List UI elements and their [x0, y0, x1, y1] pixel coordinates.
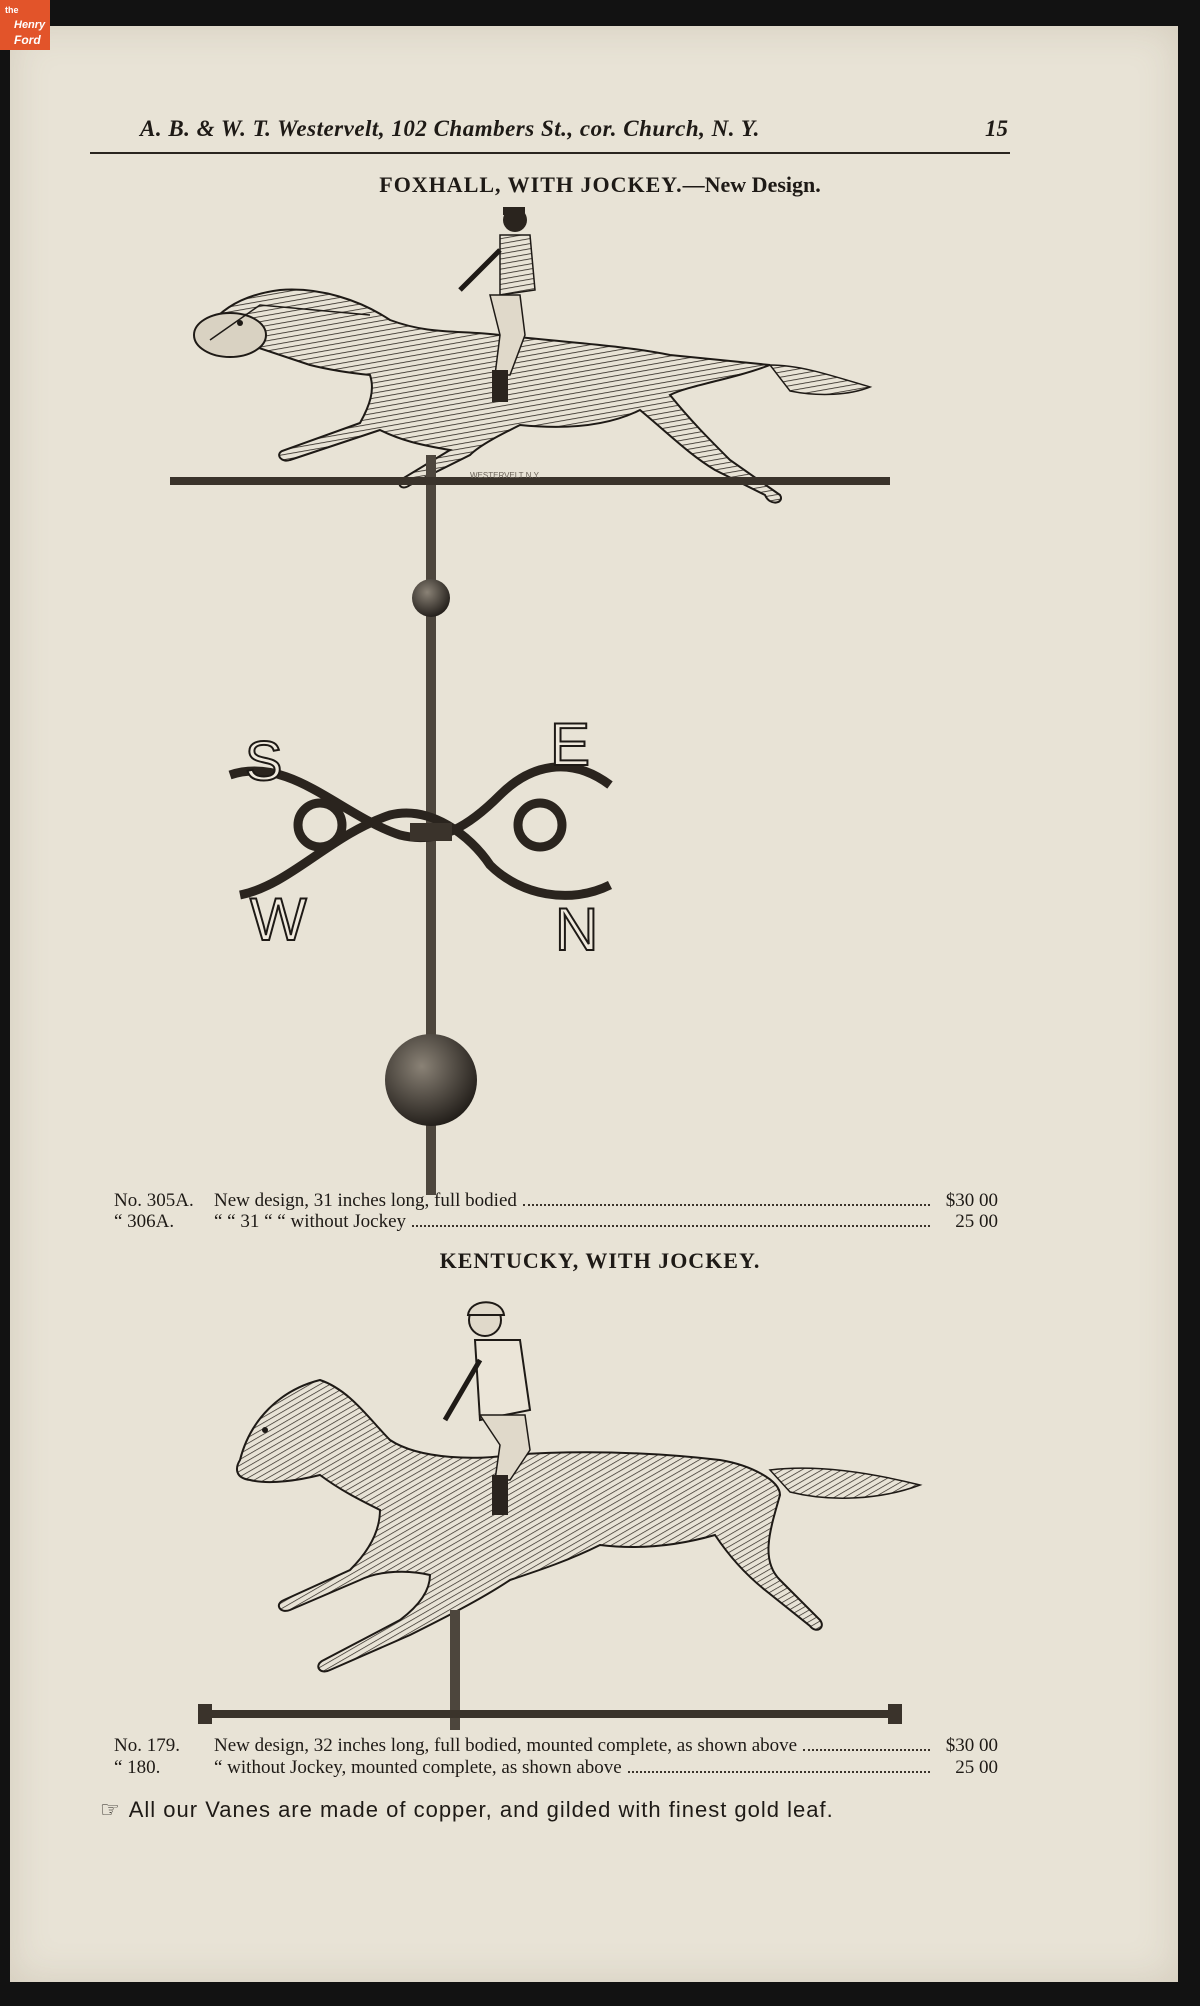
- page-number: 15: [985, 116, 1008, 141]
- leader-dots: [412, 1225, 930, 1227]
- kentucky-base-bar: [210, 1710, 890, 1718]
- item-description: New design, 32 inches long, full bodied, mounted complete, as shown above: [214, 1735, 798, 1756]
- item-price: $30 00: [945, 1735, 998, 1756]
- foxhall-subtitle: —New Design.: [682, 172, 821, 197]
- kentucky-heading: KENTUCKY, WITH JOCKEY.: [439, 1248, 761, 1273]
- pointing-hand-icon: ☞: [100, 1797, 121, 1822]
- header-rule: [90, 152, 1010, 154]
- running-head: A. B. & W. T. Westervelt, 102 Chambers St., cor. Church, N. Y.: [140, 116, 760, 141]
- price-row-179: [114, 1735, 998, 1757]
- foxhall-large-ball: [385, 1034, 477, 1126]
- item-price: 25 00: [955, 1757, 998, 1778]
- item-price: $30 00: [945, 1190, 998, 1211]
- item-description: “ “ 31 “ “ without Jockey: [214, 1211, 407, 1232]
- price-row-305a: [114, 1190, 998, 1212]
- henry-ford-logo: [0, 0, 50, 50]
- kentucky-horse-figure: [237, 1380, 920, 1671]
- foxhall-vane-stamp: WESTERVELT N.Y.: [470, 471, 541, 480]
- leader-dots: [628, 1771, 930, 1773]
- compass-letter-s: S: [245, 729, 283, 792]
- item-number: “ 306A.: [114, 1211, 175, 1232]
- foxhall-title: FOXHALL, WITH JOCKEY.: [379, 172, 683, 197]
- compass-letter-w: W: [250, 886, 307, 953]
- logo-text-ford: Ford: [14, 33, 41, 47]
- price-row-306a: [114, 1211, 998, 1233]
- foxhall-weathervane-illustration: [170, 195, 930, 1195]
- foxhall-small-ball: [412, 579, 450, 617]
- item-number: No. 305A.: [114, 1190, 194, 1211]
- item-number: No. 179.: [114, 1735, 180, 1756]
- item-description: “ without Jockey, mounted complete, as shown above: [214, 1757, 622, 1778]
- footnote: [100, 1797, 1060, 1823]
- item-price: 25 00: [955, 1211, 998, 1232]
- logo-text-henry: Henry: [14, 19, 46, 31]
- compass-letter-e: E: [550, 711, 591, 778]
- compass-letter-n: N: [555, 896, 599, 963]
- leader-dots: [523, 1204, 930, 1206]
- item-description: New design, 31 inches long, full bodied: [214, 1190, 517, 1211]
- footnote-text: All our Vanes are made of copper, and gilded with finest gold leaf.: [128, 1797, 834, 1822]
- kentucky-weathervane-illustration: [180, 1280, 940, 1740]
- leader-dots: [803, 1749, 930, 1751]
- logo-text-the: the: [5, 5, 19, 15]
- price-row-180: [114, 1757, 998, 1779]
- item-number: “ 180.: [114, 1757, 161, 1778]
